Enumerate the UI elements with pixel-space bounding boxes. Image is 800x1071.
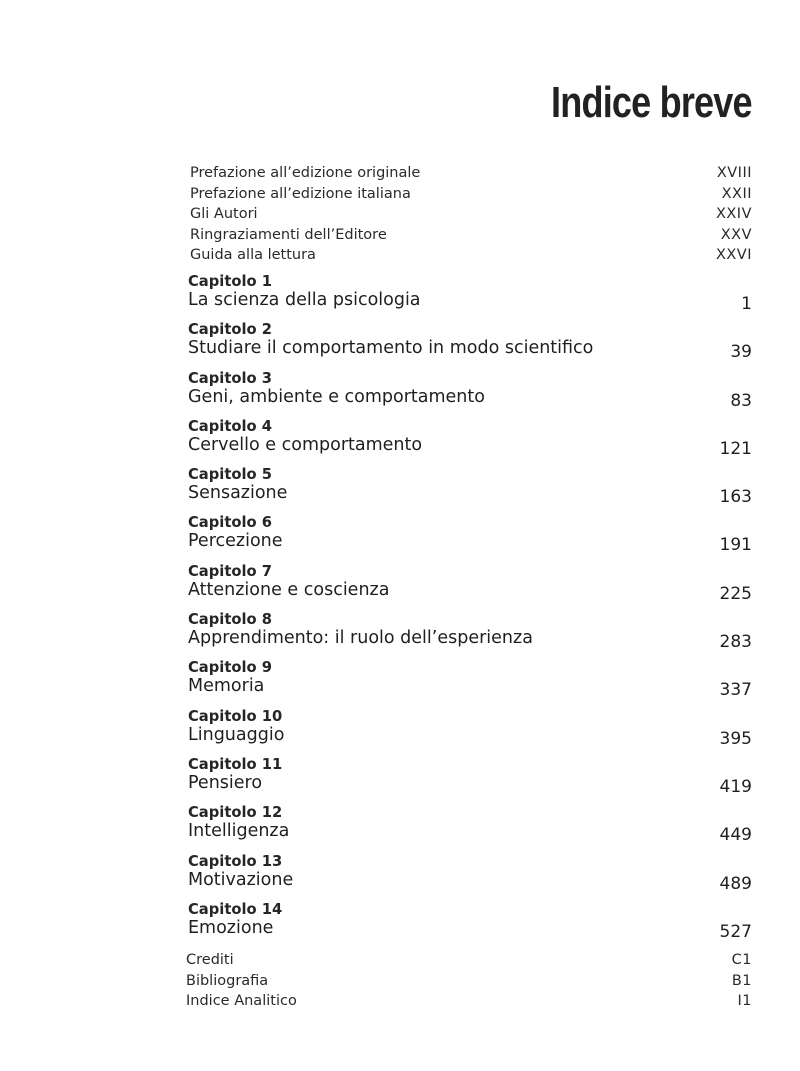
chapter-title: Intelligenza	[188, 821, 290, 842]
toc-entry	[190, 204, 752, 225]
chapter-title: Pensiero	[188, 772, 263, 793]
chapter-entry	[188, 610, 752, 658]
chapter-page: 337	[719, 680, 752, 701]
chapter-page: 121	[719, 438, 752, 459]
chapter-number: Capitolo 1	[188, 272, 273, 290]
toc-entry-page: C1	[731, 952, 752, 968]
chapter-page: 489	[719, 873, 752, 894]
toc-entry	[190, 163, 752, 184]
chapter-number: Capitolo 6	[188, 513, 273, 532]
chapter-page: 163	[719, 487, 752, 508]
chapter-title: Geni, ambiente e comportamento	[188, 386, 485, 407]
chapter-entry	[188, 369, 752, 417]
toc-entry-label: Ringraziamenti dell’Editore	[190, 226, 387, 243]
toc-entry-page: B1	[731, 972, 752, 989]
chapter-number: Capitolo 14	[188, 899, 283, 918]
chapter-entry	[188, 272, 752, 320]
chapter-page: 39	[730, 342, 752, 363]
chapter-number: Capitolo 9	[188, 658, 273, 677]
toc-entry	[190, 184, 752, 205]
front-matter-list	[190, 163, 752, 266]
toc-entry	[186, 991, 752, 1012]
chapter-number: Capitolo 11	[188, 754, 283, 773]
chapter-number: Capitolo 3	[188, 368, 273, 387]
chapter-title: Motivazione	[188, 869, 294, 890]
chapter-entry	[188, 562, 752, 610]
chapter-title: Linguaggio	[188, 724, 285, 745]
chapter-list	[188, 272, 752, 948]
chapter-page: 449	[719, 825, 752, 846]
chapter-number: Capitolo 2	[188, 320, 273, 339]
toc-entry-label: Bibliografia	[186, 972, 269, 989]
toc-entry-page: XXIV	[715, 206, 752, 223]
chapter-number: Capitolo 8	[188, 610, 273, 629]
chapter-number: Capitolo 13	[188, 851, 283, 870]
toc-entry-page: XXII	[721, 185, 752, 202]
chapter-entry	[188, 852, 752, 900]
chapter-entry	[188, 803, 752, 851]
chapter-title: Cervello e comportamento	[188, 434, 423, 455]
toc-entry-label: Prefazione all’edizione originale	[190, 165, 421, 181]
toc-entry-label: Guida alla lettura	[190, 247, 316, 264]
toc-entry-label: Prefazione all’edizione italiana	[190, 185, 411, 202]
chapter-entry	[188, 658, 752, 706]
chapter-page: 225	[719, 583, 752, 604]
chapter-page: 191	[719, 535, 752, 556]
chapter-title: Percezione	[188, 531, 283, 552]
chapter-entry	[188, 320, 752, 368]
chapter-page: 283	[719, 632, 752, 653]
toc-entry-label: Indice Analitico	[186, 993, 297, 1010]
toc-entry	[190, 245, 752, 266]
toc-entry-page: XVIII	[716, 165, 752, 181]
chapter-title: La scienza della psicologia	[188, 290, 421, 310]
toc-entry-page: XXV	[720, 226, 752, 243]
toc-entry-page: XXVI	[715, 247, 752, 264]
chapter-number: Capitolo 10	[188, 706, 283, 725]
toc-entry	[186, 971, 752, 992]
chapter-number: Capitolo 4	[188, 416, 273, 435]
chapter-number: Capitolo 5	[188, 465, 273, 484]
chapter-page: 395	[719, 728, 752, 749]
toc-entry-label: Gli Autori	[190, 206, 258, 223]
chapter-title: Attenzione e coscienza	[188, 579, 390, 600]
chapter-title: Studiare il comportamento in modo scientifico	[188, 338, 594, 359]
toc-entry-page: I1	[737, 993, 752, 1010]
chapter-title: Apprendimento: il ruolo dell’esperienza	[188, 628, 533, 649]
chapter-entry	[188, 417, 752, 465]
page-title: Indice breve	[551, 78, 752, 127]
back-matter-list	[186, 950, 752, 1012]
chapter-entry	[188, 465, 752, 513]
toc-entry	[190, 225, 752, 246]
chapter-title: Emozione	[188, 917, 274, 938]
toc-entry	[186, 950, 752, 971]
chapter-title: Memoria	[188, 676, 265, 697]
chapter-entry	[188, 513, 752, 561]
chapter-page: 83	[730, 390, 752, 411]
chapter-entry	[188, 707, 752, 755]
chapter-page: 1	[741, 294, 752, 314]
toc-entry-label: Crediti	[186, 952, 234, 968]
chapter-entry	[188, 755, 752, 803]
chapter-number: Capitolo 12	[188, 803, 283, 822]
chapter-number: Capitolo 7	[188, 561, 273, 580]
chapter-title: Sensazione	[188, 483, 288, 504]
chapter-page: 419	[719, 776, 752, 797]
chapter-entry	[188, 900, 752, 948]
chapter-page: 527	[719, 921, 752, 942]
